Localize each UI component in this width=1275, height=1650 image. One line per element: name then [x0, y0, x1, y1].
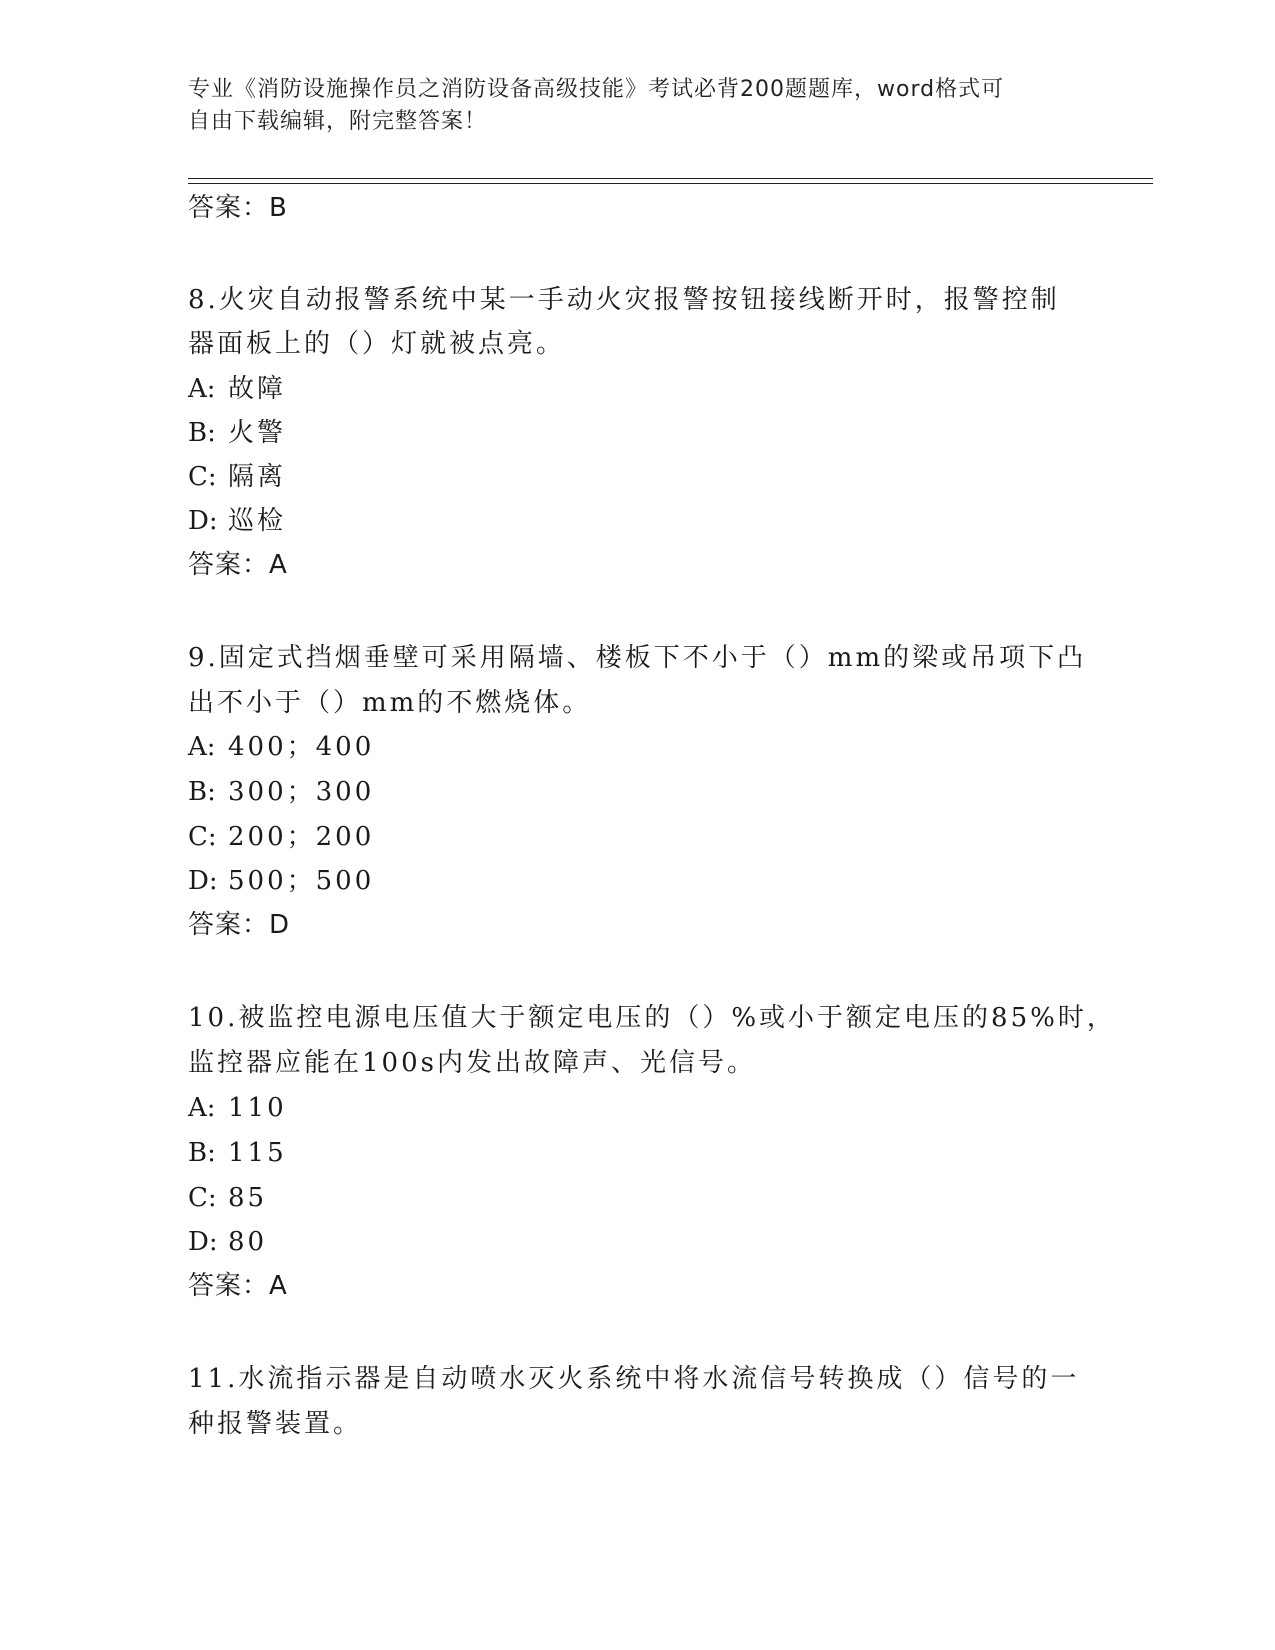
- question-10-answer: 答案：A: [188, 1271, 288, 1301]
- option-letter: B:: [188, 777, 216, 807]
- header-line-2: 自由下载编辑，附完整答案！: [188, 109, 488, 134]
- option-letter: C:: [188, 462, 217, 492]
- header-divider-bottom: [188, 183, 1153, 184]
- option-text: 400；400: [228, 732, 375, 762]
- option-text: 300；300: [228, 777, 375, 807]
- question-9-stem-line-1: 9.固定式挡烟垂壁可采用隔墙、楼板下不小于（）mm的梁或吊项下凸: [188, 643, 1087, 673]
- question-9-option-d: [188, 864, 374, 898]
- question-9-option-a: [188, 730, 374, 764]
- question-8-option-c: [188, 460, 286, 494]
- option-text: 500；500: [228, 866, 375, 896]
- option-text: 隔离: [228, 462, 287, 492]
- question-9-option-c: [188, 820, 374, 854]
- question-8-option-a: [188, 372, 286, 406]
- question-10-stem-line-2: 监控器应能在100s内发出故障声、光信号。: [188, 1048, 756, 1078]
- option-letter: B:: [188, 418, 216, 448]
- option-letter: A:: [188, 732, 216, 762]
- question-10-option-a: [188, 1091, 287, 1125]
- option-text: 故障: [228, 374, 287, 404]
- option-letter: A:: [188, 1093, 216, 1123]
- question-10-option-d: [188, 1225, 267, 1259]
- question-10-option-b: [188, 1136, 287, 1170]
- question-11-stem-line-1: 11.水流指示器是自动喷水灭火系统中将水流信号转换成（）信号的一: [188, 1364, 1080, 1394]
- header-divider-top: [188, 178, 1153, 179]
- question-8-stem-line-1: 8.火灾自动报警系统中某一手动火灾报警按钮接线断开时，报警控制: [188, 285, 1060, 315]
- option-letter: D:: [188, 506, 218, 536]
- question-8-stem-line-2: 器面板上的（）灯就被点亮。: [188, 329, 566, 359]
- option-letter: C:: [188, 1183, 217, 1213]
- option-letter: A:: [188, 374, 216, 404]
- option-letter: D:: [188, 1227, 218, 1257]
- question-9-answer: 答案：D: [188, 910, 291, 940]
- header-line-1: 专业《消防设施操作员之消防设备高级技能》考试必背200题题库，word格式可: [188, 77, 1005, 102]
- option-text: 80: [228, 1227, 268, 1257]
- previous-answer: 答案：B: [188, 193, 288, 223]
- option-text: 110: [228, 1093, 287, 1123]
- option-text: 巡检: [228, 506, 287, 536]
- question-9-option-b: [188, 775, 374, 809]
- option-text: 200；200: [228, 822, 375, 852]
- question-8-option-d: [188, 504, 286, 538]
- question-10-stem-line-1: 10.被监控电源电压值大于额定电压的（）%或小于额定电压的85%时，: [188, 1003, 1116, 1033]
- question-8-option-b: [188, 416, 286, 450]
- option-letter: C:: [188, 822, 217, 852]
- option-letter: B:: [188, 1138, 216, 1168]
- option-text: 115: [228, 1138, 287, 1168]
- question-10-option-c: [188, 1181, 267, 1215]
- option-text: 85: [228, 1183, 268, 1213]
- question-11-stem-line-2: 种报警装置。: [188, 1409, 363, 1439]
- option-text: 火警: [228, 418, 287, 448]
- question-9-stem-line-2: 出不小于（）mm的不燃烧体。: [188, 688, 592, 718]
- question-8-answer: 答案：A: [188, 550, 288, 580]
- option-letter: D:: [188, 866, 218, 896]
- document-header: [188, 74, 1068, 138]
